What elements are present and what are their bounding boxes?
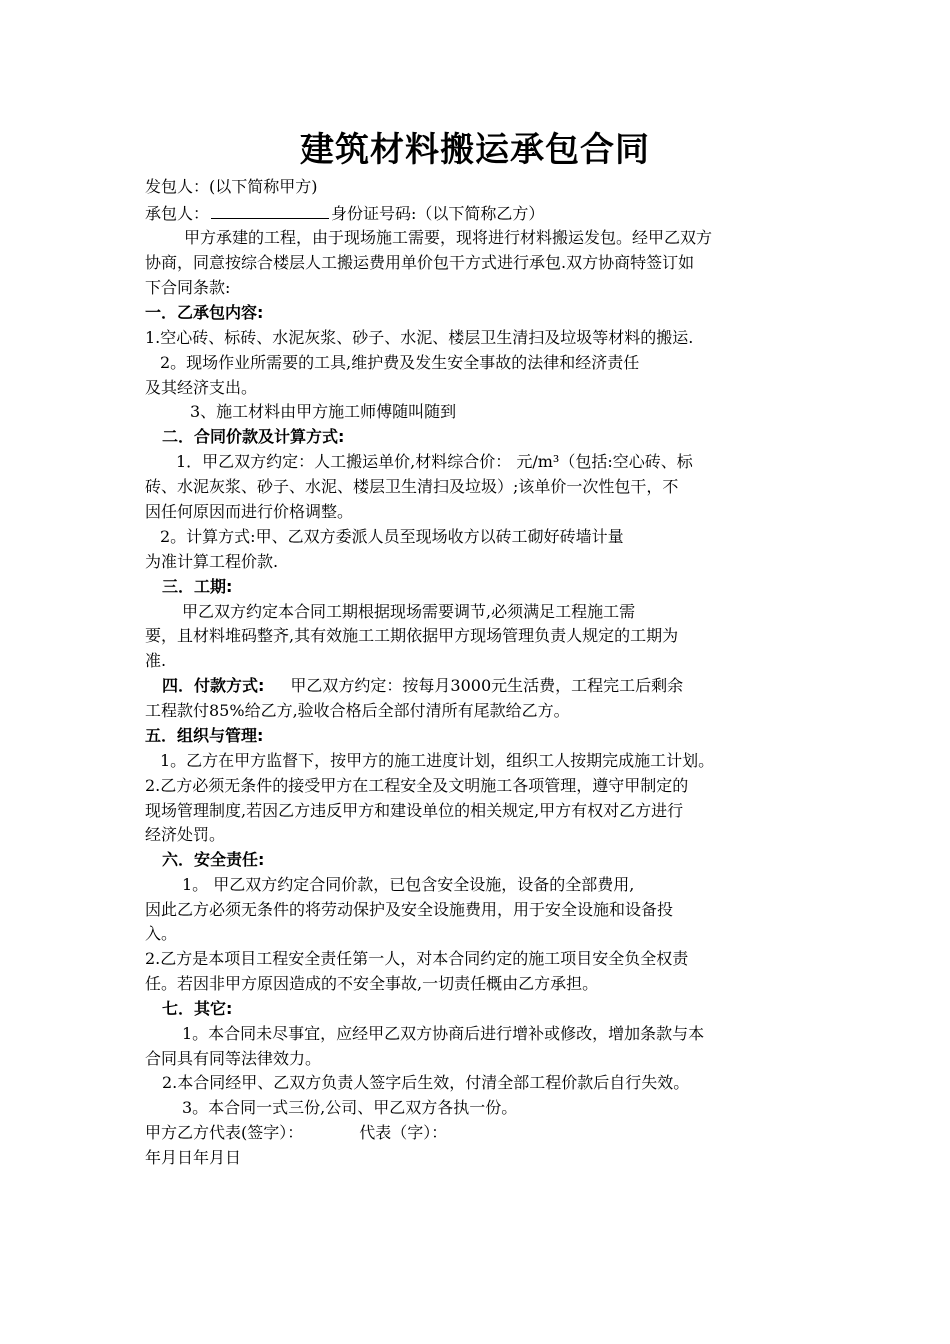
section-4-line-2: 工程款付85%给乙方,验收合格后全部付清所有尾款给乙方。: [145, 701, 570, 720]
signature-left: 甲方乙方代表(签字）：: [145, 1123, 304, 1142]
section-5-line-3: 现场管理制度,若因乙方违反甲方和建设单位的相关规定,甲方有权对乙方进行: [145, 801, 684, 820]
section-6-line-4: 2.乙方是本项目工程安全责任第一人，对本合同约定的施工项目安全负全权责: [145, 949, 689, 968]
intro-line-3: 下合同条款:: [145, 278, 231, 297]
intro-line-1: 甲方承建的工程，由于现场施工需要，现将进行材料搬运发包。经甲乙双方: [184, 228, 713, 247]
section-5-line-4: 经济处罚。: [145, 825, 226, 844]
signature-right: 代表（字）：: [359, 1123, 448, 1142]
section-7-line-1: 1。本合同未尽事宜，应经甲乙双方协商后进行增补或修改，增加条款与本: [182, 1024, 705, 1043]
section-4-heading: 四．付款方式:: [162, 676, 265, 695]
contractor-label: 承包人：: [145, 204, 210, 223]
section-2-line-4: 2。计算方式:甲、乙双方委派人员至现场收方以砖工砌好砖墙计量: [160, 527, 624, 546]
signature-date: 年月日年月日: [145, 1148, 242, 1167]
section-2-line-1: 1．甲乙双方约定：人工搬运单价,材料综合价： 元/m³（包括:空心砖、标: [176, 452, 693, 471]
section-7-line-2: 合同具有同等法律效力。: [145, 1049, 322, 1068]
contractor-line: [145, 201, 544, 226]
section-7-heading: 七．其它:: [162, 999, 233, 1018]
intro-line-2: 协商，同意按综合楼层人工搬运费用单价包干方式进行承包.双方协商特签订如: [145, 253, 695, 272]
section-6-line-5: 任。若因非甲方原因造成的不安全事故,一切责任概由乙方承担。: [145, 974, 599, 993]
document-title: 建筑材料搬运承包合同: [300, 130, 650, 170]
signature-line: [145, 1121, 447, 1145]
section-1-line-2: 2。现场作业所需要的工具,维护费及发生安全事故的法律和经济责任: [160, 353, 640, 372]
section-3-heading: 三．工期:: [162, 577, 233, 596]
section-5-heading: 五．组织与管理:: [145, 726, 264, 745]
section-7-line-3: 2.本合同经甲、乙双方负责人签字后生效，付清全部工程价款后自行失效。: [162, 1073, 690, 1092]
section-4-line-1: [162, 674, 683, 698]
contractor-id-label: 身份证号码:（以下简称乙方）: [331, 204, 545, 223]
contractor-name-blank: [211, 201, 329, 219]
section-7-line-4: 3。本合同一式三份,公司、甲乙双方各执一份。: [182, 1098, 518, 1117]
section-4-text: 甲乙双方约定：按每月3000元生活费，工程完工后剩余: [290, 676, 684, 695]
section-6-line-1: 1。 甲乙双方约定合同价款，已包含安全设施，设备的全部费用,: [182, 875, 635, 894]
section-3-line-1: 甲乙双方约定本合同工期根据现场需要调节,必须满足工程施工需: [182, 602, 636, 621]
section-2-line-3: 因任何原因而进行价格调整。: [145, 502, 354, 521]
employer-line: 发包人：(以下简称甲方): [145, 177, 318, 196]
section-1-line-3: 及其经济支出。: [145, 378, 258, 397]
section-1-heading: 一．乙承包内容:: [145, 303, 264, 322]
section-2-heading: 二．合同价款及计算方式:: [162, 427, 345, 446]
section-5-line-1: 1。乙方在甲方监督下，按甲方的施工进度计划，组织工人按期完成施工计划。: [160, 751, 715, 770]
section-6-line-3: 入。: [145, 924, 178, 943]
section-1-line-4: 3、施工材料由甲方施工师傅随叫随到: [190, 402, 457, 421]
section-2-line-2: 砖、水泥灰浆、砂子、水泥、楼层卫生清扫及垃圾）;该单价一次性包干，不: [145, 477, 679, 496]
section-3-line-2: 要，且材料堆码整齐,其有效施工工期依据甲方现场管理负责人规定的工期为: [145, 626, 679, 645]
section-2-line-5: 为准计算工程价款.: [145, 552, 279, 571]
section-5-line-2: 2.乙方必须无条件的接受甲方在工程安全及文明施工各项管理，遵守甲制定的: [145, 776, 689, 795]
section-6-heading: 六．安全责任:: [162, 850, 265, 869]
section-6-line-2: 因此乙方必须无条件的将劳动保护及安全设施费用，用于安全设施和设备投: [145, 900, 674, 919]
section-3-line-3: 准.: [145, 651, 167, 670]
section-1-line-1: 1.空心砖、标砖、水泥灰浆、砂子、水泥、楼层卫生清扫及垃圾等材料的搬运.: [145, 328, 694, 347]
